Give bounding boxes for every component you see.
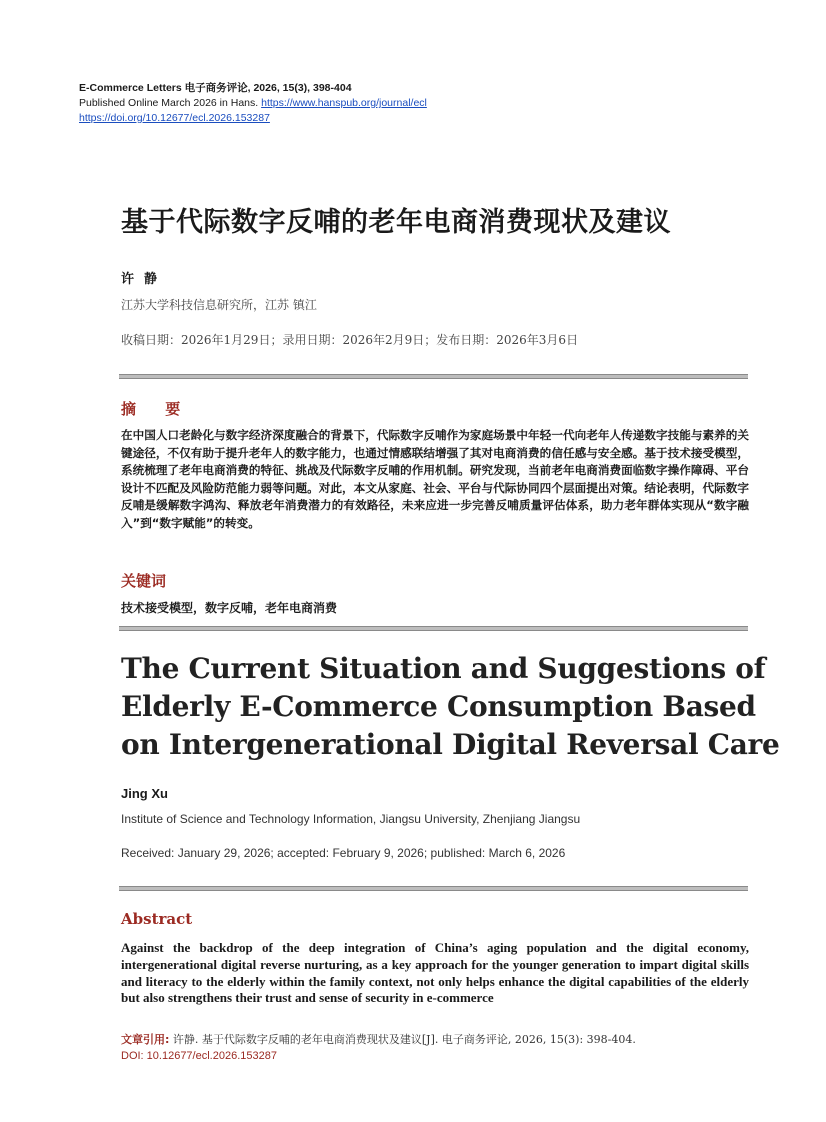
english-affiliation: Institute of Science and Technology Information, Jiangsu University, Zhenjiang Jiangsu <box>121 812 581 826</box>
chinese-author: 许静 <box>121 272 168 287</box>
published-line <box>79 96 427 111</box>
divider <box>119 886 748 891</box>
chinese-dates: 收稿日期：2026年1月29日；录用日期：2026年2月9日；发布日期：2026年3月6日 <box>121 333 579 347</box>
chinese-title: 基于代际数字反哺的老年电商消费现状及建议 <box>121 207 671 238</box>
citation-text: 许静. 基于代际数字反哺的老年电商消费现状及建议[J]. 电子商务评论, 2026, 15(3): 398-404. <box>169 1033 636 1046</box>
english-title: The Current Situation and Suggestions of Elderly E-Commerce Consumption Based on Intergenerational Digital Reversal Care <box>121 652 780 761</box>
journal-header <box>79 81 427 126</box>
divider <box>119 374 748 379</box>
chinese-abstract-text: 在中国人口老龄化与数字经济深度融合的背景下，代际数字反哺作为家庭场景中年轻一代向老年人传递数字技能与素养的关键途径，不仅有助于提升老年人的数字能力，也通过情感联结增强了其对电商消费的信任感与安全感。基于技术接受模型，系统梳理了老年电商消费的特征、挑战及代际数字反哺的作用机制。研究发现，当前老年电商消费面临数字操作障碍、平台设计不匹配及风险防范能力弱等问题。对此，本文从家庭、社会、平台与代际协同四个层面提出对策。结论表明，代际数字反哺是缓解数字鸿沟、释放老年消费潜力的有效路径，未来应进一步完善反哺质量评估体系，助力老年群体实现从“数字融入”到“数字赋能”的转变。 <box>121 428 749 530</box>
english-abstract-text: Against the backdrop of the deep integration of China’s aging population and the digital economy, intergenerational digital reverse nurturing, as a key approach for the younger generation to impart digital skills and literacy to the elderly within the family context, not only helps enhance the digital capabilities of the elderly but also strengthens their trust and sense of security in e-commerce <box>121 940 749 1006</box>
english-dates: Received: January 29, 2026; accepted: February 9, 2026; published: March 6, 2026 <box>121 846 566 860</box>
chinese-affiliation: 江苏大学科技信息研究所，江苏 镇江 <box>121 298 317 312</box>
chinese-keywords-heading: 关键词 <box>121 572 167 590</box>
citation-block <box>121 1032 636 1064</box>
citation-doi: DOI: 10.12677/ecl.2026.153287 <box>121 1050 277 1062</box>
divider <box>119 626 748 631</box>
citation-label: 文章引用: <box>121 1033 170 1046</box>
english-abstract-heading: Abstract <box>121 910 193 928</box>
chinese-abstract-heading: 摘 要 <box>121 400 193 418</box>
doi-url-link[interactable]: https://doi.org/10.12677/ecl.2026.153287 <box>79 112 270 124</box>
journal-line: E-Commerce Letters 电子商务评论, 2026, 15(3), 398-404 <box>79 82 352 94</box>
chinese-keywords: 技术接受模型，数字反哺，老年电商消费 <box>121 601 338 615</box>
journal-url-link[interactable]: https://www.hanspub.org/journal/ecl <box>261 97 427 109</box>
english-author: Jing Xu <box>121 786 168 801</box>
published-prefix: Published Online March 2026 in Hans. <box>79 97 262 109</box>
